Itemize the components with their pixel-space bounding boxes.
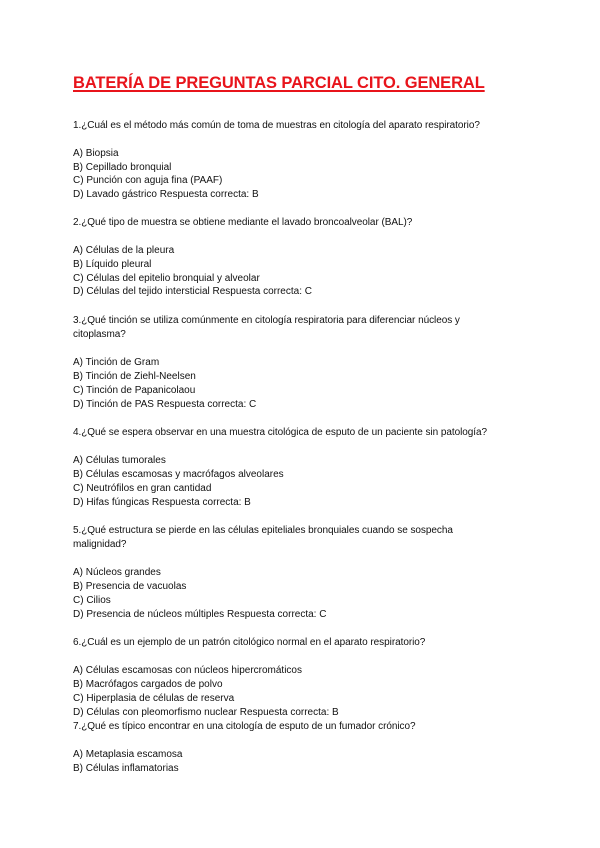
question-3-option-d: D) Tinción de PAS Respuesta correcta: C (73, 399, 257, 410)
question-2-text: 2.¿Qué tipo de muestra se obtiene mediante el lavado broncoalveolar (BAL)? (73, 217, 413, 228)
question-7-option-a: A) Metaplasia escamosa (73, 749, 183, 760)
question-4-option-d: D) Hifas fúngicas Respuesta correcta: B (73, 497, 251, 508)
question-6-option-d: D) Células con pleomorfismo nuclear Respuesta correcta: B (73, 707, 339, 718)
question-6-option-a: A) Células escamosas con núcleos hipercromáticos (73, 665, 302, 676)
question-4-option-b: B) Células escamosas y macrófagos alveolares (73, 469, 284, 480)
question-1-option-c: C) Punción con aguja fina (PAAF) (73, 175, 223, 186)
question-1-option-b: B) Cepillado bronquial (73, 162, 172, 173)
question-5-text-line-2: malignidad? (73, 539, 127, 550)
question-1-option-a: A) Biopsia (73, 148, 119, 159)
question-4-option-a: A) Células tumorales (73, 455, 166, 466)
question-4-option-c: C) Neutrófilos en gran cantidad (73, 483, 212, 494)
question-2-option-c: C) Células del epitelio bronquial y alveolar (73, 273, 260, 284)
question-5-option-c: C) Cilios (73, 595, 111, 606)
question-5-text-line-1: 5.¿Qué estructura se pierde en las células epiteliales bronquiales cuando se sospecha (73, 525, 453, 536)
document-title: BATERÍA DE PREGUNTAS PARCIAL CITO. GENERAL (73, 74, 485, 92)
question-2-option-b: B) Líquido pleural (73, 259, 152, 270)
question-2-option-a: A) Células de la pleura (73, 245, 175, 256)
question-3-text-line-2: citoplasma? (73, 329, 126, 340)
question-1-option-d: D) Lavado gástrico Respuesta correcta: B (73, 189, 259, 200)
question-2-option-d: D) Células del tejido intersticial Respuesta correcta: C (73, 286, 312, 297)
question-6-text: 6.¿Cuál es un ejemplo de un patrón citológico normal en el aparato respiratorio? (73, 637, 426, 648)
question-6-option-c: C) Hiperplasia de células de reserva (73, 693, 235, 704)
question-3-text-line-1: 3.¿Qué tinción se utiliza comúnmente en citología respiratoria para diferenciar núcleos y (73, 315, 460, 326)
question-5-option-b: B) Presencia de vacuolas (73, 581, 187, 592)
question-3-option-c: C) Tinción de Papanicolaou (73, 385, 196, 396)
question-3-option-a: A) Tinción de Gram (73, 357, 160, 368)
question-3-option-b: B) Tinción de Ziehl-Neelsen (73, 371, 196, 382)
question-6-option-b: B) Macrófagos cargados de polvo (73, 679, 223, 690)
question-1-text: 1.¿Cuál es el método más común de toma de muestras en citología del aparato respiratorio? (73, 120, 480, 131)
question-5-option-d: D) Presencia de núcleos múltiples Respuesta correcta: C (73, 609, 327, 620)
question-7-option-b: B) Células inflamatorias (73, 763, 179, 774)
question-5-option-a: A) Núcleos grandes (73, 567, 161, 578)
question-4-text: 4.¿Qué se espera observar en una muestra citológica de esputo de un paciente sin patología? (73, 427, 488, 438)
question-7-text: 7.¿Qué es típico encontrar en una citología de esputo de un fumador crónico? (73, 721, 416, 732)
